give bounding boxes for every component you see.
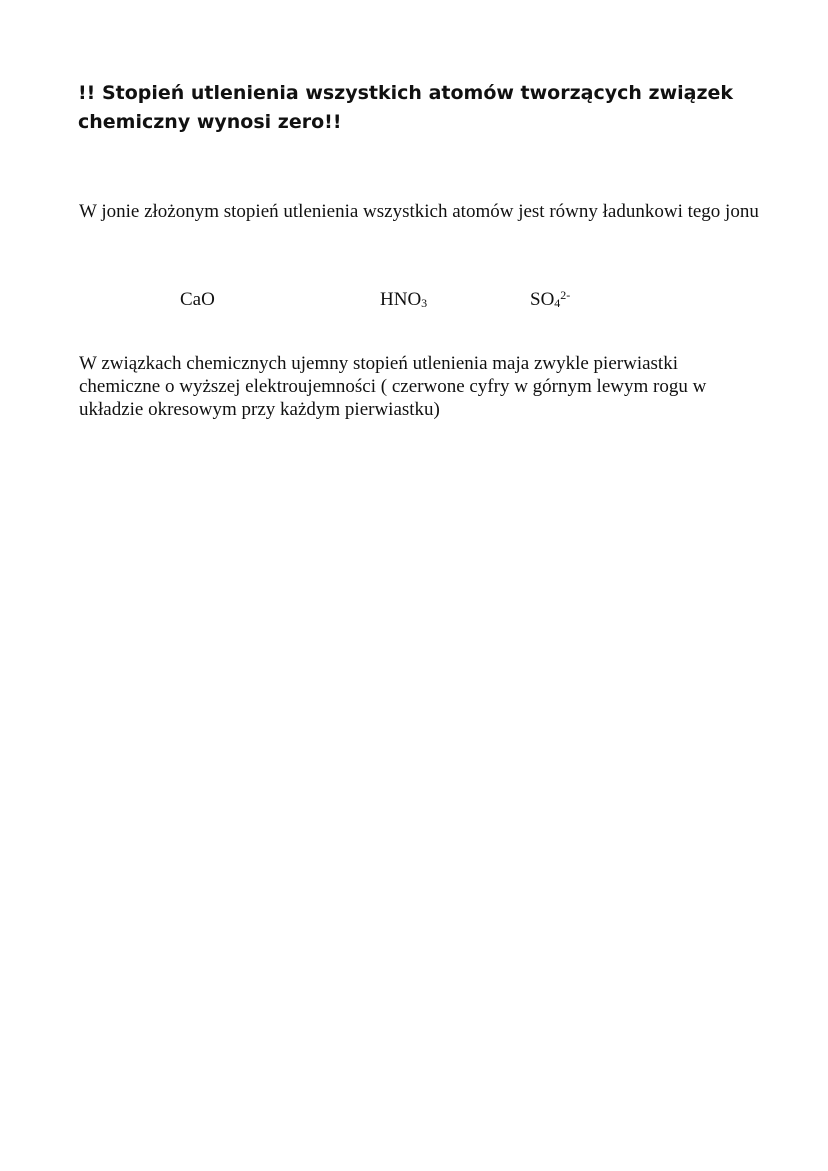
heading-zero-oxidation-rule: !! Stopień utlenienia wszystkich atomów tworzących związek chemiczny wynosi zero!!	[78, 82, 734, 133]
formula-so4-subscript: 4	[554, 296, 561, 310]
formula-so4-text: SO	[530, 289, 555, 310]
formula-cao-text: CaO	[180, 289, 215, 310]
formula-so4	[530, 288, 570, 311]
formula-so4-charge: 2-	[560, 288, 571, 302]
paragraph-electronegativity-rule: W związkach chemicznych ujemny stopień utlenienia maja zwykle pierwiastki chemiczne o wyższej elektroujemności ( czerwone cyfry w górnym lewym rogu w układzie okresowym przy każdym pierwiastku)	[79, 353, 707, 420]
formula-hno3-text: HNO	[380, 289, 422, 310]
paragraph-ion-rule: W jonie złożonym stopień utlenienia wszystkich atomów jest równy ładunkowi tego jonu	[79, 201, 759, 222]
formula-hno3-subscript: 3	[421, 296, 428, 310]
formula-hno3	[380, 288, 427, 311]
formula-cao	[180, 288, 215, 311]
